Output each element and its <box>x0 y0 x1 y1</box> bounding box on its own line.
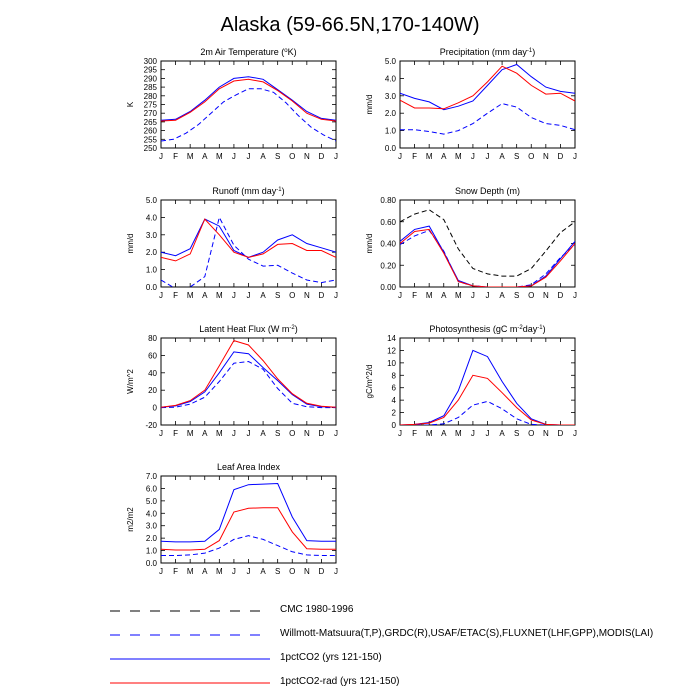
xtick-label-leaf-area-index: M <box>186 567 194 576</box>
ytick-label-snow-depth: 0.00 <box>380 283 396 292</box>
ytick-label-runoff: 4.0 <box>145 213 157 223</box>
xtick-label-snow-depth: J <box>573 291 577 300</box>
panel-title-runoff: Runoff (mm day$^{-1}$) <box>212 186 285 196</box>
xtick-label-runoff: F <box>173 291 179 300</box>
xtick-label-precipitation: N <box>542 152 549 161</box>
xtick-label-precipitation: M <box>454 152 462 161</box>
legend-line-cmc <box>110 604 270 618</box>
ytick-label-snow-depth: 0.60 <box>380 217 396 227</box>
ytick-label-latent-heat-flux: 60 <box>148 351 157 361</box>
xtick-label-photosynthesis: J <box>470 429 475 438</box>
xtick-label-runoff: J <box>159 291 163 300</box>
ytick-label-photosynthesis: 10 <box>387 358 396 368</box>
ytick-label-leaf-area-index: 1.0 <box>145 546 157 556</box>
ytick-label-snow-depth: 0.20 <box>380 261 396 271</box>
ytick-label-photosynthesis: 14 <box>387 334 396 343</box>
ytick-label-snow-depth: 0.80 <box>380 196 396 205</box>
legend-item-1pctco2 <box>110 652 382 666</box>
xtick-label-leaf-area-index: S <box>274 567 281 576</box>
xtick-label-runoff: A <box>260 291 266 300</box>
xtick-label-precipitation: D <box>557 152 564 161</box>
xtick-label-leaf-area-index: J <box>246 567 251 576</box>
xtick-label-snow-depth: M <box>454 291 462 300</box>
xtick-label-leaf-area-index: A <box>202 567 208 576</box>
ytick-label-runoff: 3.0 <box>145 230 157 240</box>
panel-snow-depth <box>365 186 577 300</box>
xtick-label-snow-depth: O <box>528 291 535 300</box>
xtick-label-snow-depth: J <box>398 291 402 300</box>
xtick-label-precipitation: O <box>528 152 535 161</box>
xtick-label-snow-depth: A <box>499 291 505 300</box>
xtick-label-2m-air-temperature: J <box>159 152 163 161</box>
xtick-label-runoff: M <box>186 291 194 300</box>
xtick-label-snow-depth: J <box>470 291 475 300</box>
series-willmott-matsuura-runoff <box>161 217 336 288</box>
xtick-label-latent-heat-flux: O <box>289 429 296 438</box>
panel-title-latent-heat-flux: Latent Heat Flux (W $m^{-2}$) <box>199 324 298 334</box>
ytick-label-latent-heat-flux: 80 <box>148 334 157 343</box>
ytick-label-precipitation: 3.0 <box>384 91 396 101</box>
panel-frame-runoff <box>161 200 336 287</box>
xtick-label-precipitation: S <box>513 152 520 161</box>
xtick-label-latent-heat-flux: A <box>202 429 208 438</box>
series-1pctco2-rad-2m-air-temperature <box>161 79 336 121</box>
ylabel-precipitation: mm/d <box>365 94 374 115</box>
xtick-label-2m-air-temperature: M <box>186 152 194 161</box>
xtick-label-leaf-area-index: J <box>231 567 236 576</box>
xtick-label-photosynthesis: M <box>425 429 433 438</box>
xtick-label-leaf-area-index: J <box>159 567 163 576</box>
ytick-label-leaf-area-index: 7.0 <box>145 472 157 481</box>
xtick-label-photosynthesis: M <box>454 429 462 438</box>
xtick-label-leaf-area-index: A <box>260 567 266 576</box>
xtick-label-photosynthesis: A <box>441 429 447 438</box>
ylabel-runoff: mm/d <box>126 233 135 254</box>
ytick-label-runoff: 2.0 <box>145 248 157 258</box>
xtick-label-2m-air-temperature: J <box>231 152 236 161</box>
xtick-label-latent-heat-flux: M <box>186 429 194 438</box>
ytick-label-photosynthesis: 2 <box>391 408 396 418</box>
xtick-label-photosynthesis: A <box>499 429 505 438</box>
ytick-label-leaf-area-index: 4.0 <box>145 509 157 519</box>
legend-label-1pctco2: 1pctCO2 (yrs 121-150) <box>280 652 382 663</box>
ytick-label-leaf-area-index: 0.0 <box>145 559 157 568</box>
xtick-label-snow-depth: F <box>412 291 418 300</box>
panel-frame-latent-heat-flux <box>161 338 336 425</box>
xtick-label-latent-heat-flux: F <box>173 429 179 438</box>
series-willmott-matsuura-latent-heat-flux <box>161 362 336 408</box>
ytick-label-precipitation: 5.0 <box>384 57 396 66</box>
xtick-label-runoff: J <box>334 291 338 300</box>
xtick-label-latent-heat-flux: M <box>215 429 223 438</box>
xtick-label-runoff: M <box>215 291 223 300</box>
legend-line-1pctco2-rad <box>110 676 270 690</box>
series-1pctco2-rad-leaf-area-index <box>161 508 336 550</box>
ytick-label-latent-heat-flux: 40 <box>148 368 157 378</box>
ytick-label-latent-heat-flux: -20 <box>145 421 157 430</box>
xtick-label-2m-air-temperature: J <box>246 152 251 161</box>
panel-title-2m-air-temperature: 2m Air Temperature ($^o$K) <box>200 47 297 57</box>
ytick-label-photosynthesis: 12 <box>387 346 396 356</box>
ytick-label-runoff: 0.0 <box>145 283 157 292</box>
ytick-label-2m-air-temperature: 260 <box>143 126 157 136</box>
ytick-label-2m-air-temperature: 275 <box>143 100 157 110</box>
xtick-label-runoff: S <box>274 291 281 300</box>
xtick-label-leaf-area-index: M <box>215 567 223 576</box>
ytick-label-2m-air-temperature: 295 <box>143 65 157 75</box>
xtick-label-runoff: J <box>231 291 236 300</box>
ytick-label-2m-air-temperature: 290 <box>143 74 157 84</box>
ylabel-2m-air-temperature: K <box>126 101 135 108</box>
xtick-label-latent-heat-flux: J <box>246 429 251 438</box>
xtick-label-2m-air-temperature: J <box>334 152 338 161</box>
ytick-label-leaf-area-index: 6.0 <box>145 484 157 494</box>
ylabel-snow-depth: mm/d <box>365 233 374 254</box>
xtick-label-precipitation: M <box>425 152 433 161</box>
ylabel-photosynthesis: gC/m^2/d <box>365 364 374 399</box>
xtick-label-precipitation: A <box>499 152 505 161</box>
ytick-label-precipitation: 0.0 <box>384 144 396 153</box>
panel-2m-air-temperature <box>126 47 338 161</box>
ytick-label-photosynthesis: 0 <box>391 421 396 430</box>
ylabel-leaf-area-index: m2/m2 <box>126 507 135 532</box>
xtick-label-snow-depth: J <box>485 291 490 300</box>
xtick-label-leaf-area-index: N <box>303 567 310 576</box>
xtick-label-latent-heat-flux: J <box>159 429 163 438</box>
legend-label-1pctco2-rad: 1pctCO2-rad (yrs 121-150) <box>280 676 400 687</box>
xtick-label-runoff: O <box>289 291 296 300</box>
panel-title-precipitation: Precipitation (mm day$^{-1}$) <box>439 47 536 57</box>
xtick-label-2m-air-temperature: F <box>173 152 179 161</box>
ytick-label-snow-depth: 0.40 <box>380 239 396 249</box>
xtick-label-photosynthesis: F <box>412 429 418 438</box>
xtick-label-2m-air-temperature: D <box>318 152 325 161</box>
xtick-label-leaf-area-index: D <box>318 567 325 576</box>
ytick-label-2m-air-temperature: 300 <box>143 57 157 66</box>
xtick-label-precipitation: J <box>470 152 475 161</box>
xtick-label-snow-depth: D <box>557 291 564 300</box>
panel-frame-precipitation <box>400 61 575 148</box>
series-1pctco2-rad-latent-heat-flux <box>161 341 336 408</box>
panel-latent-heat-flux <box>126 324 338 438</box>
xtick-label-leaf-area-index: F <box>173 567 179 576</box>
legend-line-1pctco2 <box>110 652 270 666</box>
ytick-label-2m-air-temperature: 255 <box>143 135 157 145</box>
legend-item-observations <box>110 628 654 642</box>
ytick-label-runoff: 5.0 <box>145 196 157 205</box>
xtick-label-2m-air-temperature: O <box>289 152 296 161</box>
legend-item-cmc <box>110 604 354 618</box>
series-1pctco2-photosynthesis <box>400 350 575 425</box>
series-1pctco2-leaf-area-index <box>161 484 336 542</box>
xtick-label-latent-heat-flux: N <box>303 429 310 438</box>
xtick-label-latent-heat-flux: J <box>334 429 338 438</box>
series-cmc-1980-1996-snow-depth <box>400 210 575 276</box>
series-1pctco2-runoff <box>161 219 336 257</box>
xtick-label-2m-air-temperature: S <box>274 152 281 161</box>
xtick-label-latent-heat-flux: S <box>274 429 281 438</box>
ytick-label-photosynthesis: 4 <box>391 396 396 406</box>
xtick-label-precipitation: A <box>441 152 447 161</box>
series-1pctco2-precipitation <box>400 65 575 110</box>
ytick-label-2m-air-temperature: 270 <box>143 109 157 119</box>
legend-line-observations <box>110 628 270 642</box>
ytick-label-latent-heat-flux: 0 <box>152 403 157 413</box>
ytick-label-precipitation: 4.0 <box>384 74 396 84</box>
ytick-label-photosynthesis: 6 <box>391 383 396 393</box>
xtick-label-photosynthesis: S <box>513 429 520 438</box>
xtick-label-snow-depth: A <box>441 291 447 300</box>
ytick-label-leaf-area-index: 2.0 <box>145 534 157 544</box>
xtick-label-latent-heat-flux: D <box>318 429 325 438</box>
series-willmott-matsuura-leaf-area-index <box>161 536 336 556</box>
ytick-label-photosynthesis: 8 <box>391 371 396 381</box>
series-willmott-matsuura-snow-depth <box>400 230 575 287</box>
series-1pctco2-snow-depth <box>400 226 575 287</box>
ytick-label-leaf-area-index: 5.0 <box>145 496 157 506</box>
xtick-label-2m-air-temperature: M <box>215 152 223 161</box>
xtick-label-snow-depth: M <box>425 291 433 300</box>
ytick-label-2m-air-temperature: 285 <box>143 83 157 93</box>
xtick-label-leaf-area-index: J <box>334 567 338 576</box>
xtick-label-precipitation: J <box>485 152 490 161</box>
xtick-label-latent-heat-flux: A <box>260 429 266 438</box>
panel-title-photosynthesis: Photosynthesis (gC $m^{-2}day^{-1}$) <box>429 324 546 334</box>
xtick-label-precipitation: J <box>398 152 402 161</box>
series-1pctco2-rad-snow-depth <box>400 229 575 287</box>
series-1pctco2-rad-photosynthesis <box>400 375 575 425</box>
legend-label-cmc: CMC 1980-1996 <box>280 604 354 615</box>
xtick-label-runoff: J <box>246 291 251 300</box>
series-1pctco2-rad-runoff <box>161 219 336 261</box>
ytick-label-latent-heat-flux: 20 <box>148 386 157 396</box>
xtick-label-photosynthesis: J <box>485 429 490 438</box>
xtick-label-photosynthesis: N <box>542 429 549 438</box>
xtick-label-photosynthesis: J <box>398 429 402 438</box>
panel-photosynthesis <box>365 324 577 438</box>
panel-leaf-area-index <box>126 462 338 576</box>
ytick-label-precipitation: 1.0 <box>384 126 396 136</box>
ytick-label-runoff: 1.0 <box>145 265 157 275</box>
legend-label-observations: Willmott-Matsuura(T,P),GRDC(R),USAF/ETAC(S),FLUXNET(LHF,GPP),MODIS(LAI) <box>280 628 654 639</box>
xtick-label-snow-depth: S <box>513 291 520 300</box>
xtick-label-2m-air-temperature: A <box>260 152 266 161</box>
ytick-label-precipitation: 2.0 <box>384 109 396 119</box>
panel-precipitation <box>365 47 577 161</box>
xtick-label-precipitation: F <box>412 152 418 161</box>
xtick-label-leaf-area-index: O <box>289 567 296 576</box>
xtick-label-runoff: A <box>202 291 208 300</box>
xtick-label-photosynthesis: D <box>557 429 564 438</box>
figure-title: Alaska (59-66.5N,170-140W) <box>220 14 480 36</box>
panel-frame-2m-air-temperature <box>161 61 336 148</box>
panel-runoff <box>126 186 338 300</box>
xtick-label-photosynthesis: J <box>573 429 577 438</box>
ytick-label-leaf-area-index: 3.0 <box>145 521 157 531</box>
xtick-label-precipitation: J <box>573 152 577 161</box>
ytick-label-2m-air-temperature: 280 <box>143 91 157 101</box>
panel-frame-photosynthesis <box>400 338 575 425</box>
series-1pctco2-latent-heat-flux <box>161 352 336 407</box>
xtick-label-runoff: N <box>303 291 310 300</box>
ytick-label-2m-air-temperature: 250 <box>143 144 157 153</box>
ytick-label-2m-air-temperature: 265 <box>143 117 157 127</box>
panel-title-leaf-area-index: Leaf Area Index <box>216 462 281 472</box>
xtick-label-2m-air-temperature: A <box>202 152 208 161</box>
legend-item-1pctco2-rad <box>110 676 400 690</box>
xtick-label-latent-heat-flux: J <box>231 429 236 438</box>
ylabel-latent-heat-flux: W/m^2 <box>126 369 135 394</box>
xtick-label-2m-air-temperature: N <box>303 152 310 161</box>
xtick-label-snow-depth: N <box>542 291 549 300</box>
xtick-label-runoff: D <box>318 291 325 300</box>
xtick-label-photosynthesis: O <box>528 429 535 438</box>
panel-title-snow-depth: Snow Depth (m) <box>454 186 521 196</box>
